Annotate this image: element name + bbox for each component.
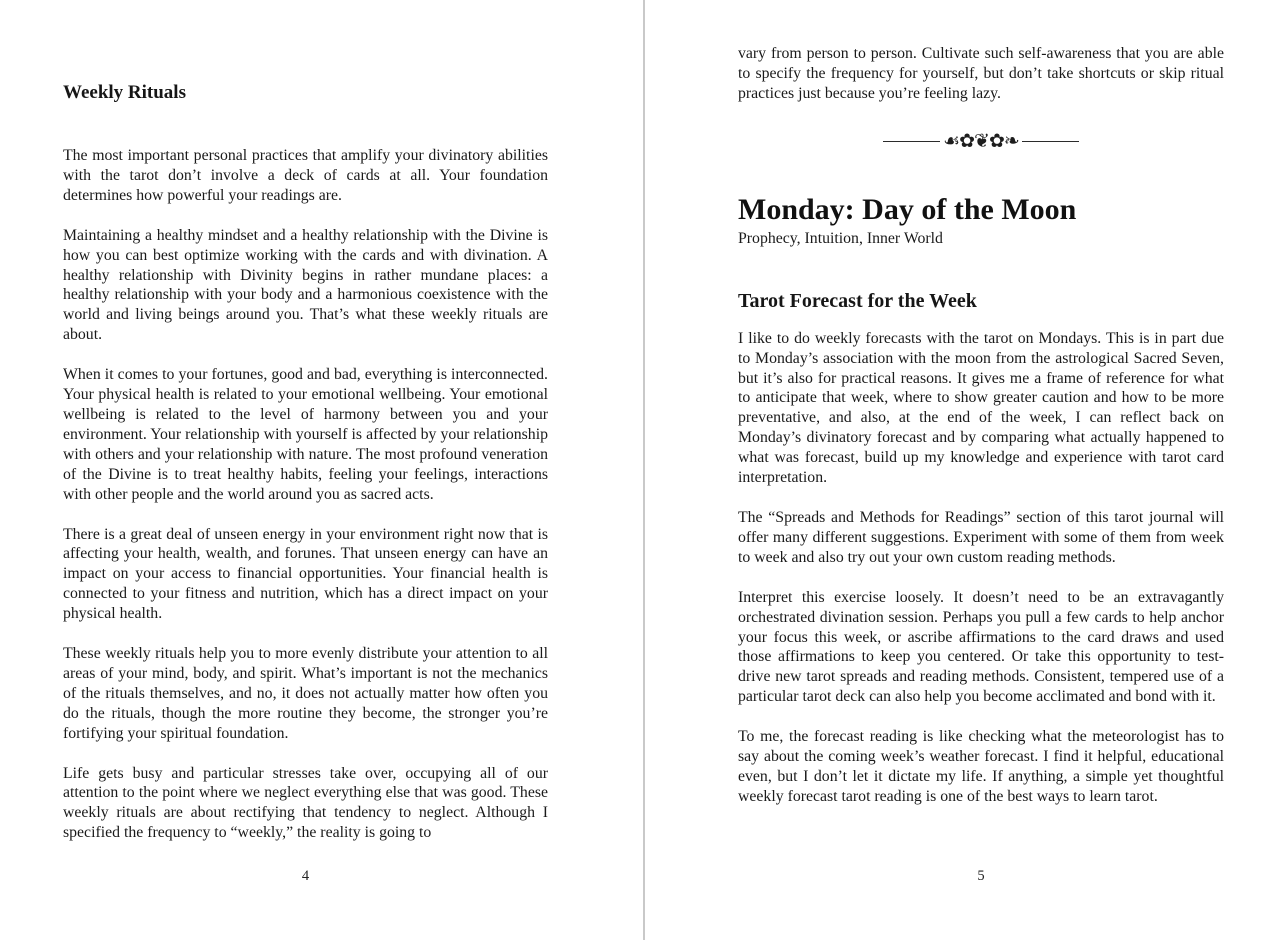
page-number-right: 5 (977, 868, 985, 884)
body-paragraph: I like to do weekly forecasts with the tarot on Mondays. This is in part due to Monday’s association with the moon from the astrological Sacred Seven, but it’s also for practical reasons. It gives me a frame of reference for what to anticipate that week, where to show greater caution and how to be more preventative, and also, at the end of the week, I can reflect back on Monday’s divinatory forecast and by comparing what actually happened to what was forecast, build up my knowledge and experience with tarot card interpretation. (738, 329, 1224, 487)
body-paragraph: Life gets busy and particular stresses take over, occupying all of our attention to the point where we neglect everything else that was good. These weekly rituals are about rectifying that tendency to neglect. Although I specified the frequency to “weekly,” the reality is going to (63, 764, 548, 842)
body-paragraph-continuation: vary from person to person. Cultivate such self-awareness that you are able to specify the frequency for yourself, but don’t take shortcuts or skip ritual practices just because you’re feeling lazy. (738, 45, 1224, 102)
page-number-left: 4 (301, 868, 310, 884)
body-paragraph: Interpret this exercise loosely. It doesn’t need to be an extravagantly orchestrated divination session. Perhaps you pull a few cards to help anchor your focus this week, or ascribe affirmations to the card draws and used those affirmations to keep you centered. Or take this opportunity to test-drive new tarot spreads and reading methods. Consistent, tempered use of a particular tarot deck can also help you become acclimated and bond with it. (738, 588, 1224, 706)
body-paragraph: To me, the forecast reading is like checking what the meteorologist has to say about the coming week’s weather forecast. I find it helpful, educational even, but I don’t let it dictate my life. If anything, a simple yet thoughtful weekly forecast tarot reading is one of the best ways to learn tarot. (738, 728, 1224, 805)
ornament-divider (738, 130, 1224, 154)
ornament-line-left (883, 141, 940, 142)
body-paragraph: Maintaining a healthy mindset and a healthy relationship with the Divine is how you can best optimize working with the cards and with divination. A healthy relationship with Divinity begins in rather mundane places: a healthy relationship with your body and a harmonious coexistence with the world and living beings around you. That’s what these weekly rituals are about. (63, 226, 548, 344)
chapter-subtitle: Prophecy, Intuition, Inner World (738, 229, 943, 247)
chapter-title: Monday: Day of the Moon (738, 192, 1077, 226)
left-page-heading: Weekly Rituals (63, 82, 186, 103)
ornament-line-right (1022, 141, 1079, 142)
body-paragraph: These weekly rituals help you to more evenly distribute your attention to all areas of your mind, body, and spirit. What’s important is not the mechanics of the rituals themselves, and no, it does not actually matter how often you do the rituals, though the more routine they become, the stronger you’re fortifying your spiritual foundation. (63, 645, 548, 742)
body-paragraph: The most important personal practices that amplify your divinatory abilities with the tarot don’t involve a deck of cards at all. Your foundation determines how powerful your readings are. (63, 147, 548, 204)
body-paragraph: When it comes to your fortunes, good and bad, everything is interconnected. Your physical health is related to your emotional wellbeing. Your emotional wellbeing is related to the level of harmony between you and your environment. Your relationship with yourself is affected by your relationship with others and your relationship with nature. The most profound veneration of the Divine is to treat healthy habits, feeling your feelings, interactions with other people and the world around you as sacred acts. (63, 366, 548, 503)
body-paragraph: There is a great deal of unseen energy in your environment right now that is affecting your health, wealth, and forunes. That unseen energy can have an impact on your access to financial opportunities. Your financial health is connected to your fitness and nutrition, which has a direct impact on your physical health. (63, 525, 548, 623)
section-heading: Tarot Forecast for the Week (738, 289, 977, 312)
page-right (645, 0, 1286, 951)
floral-ornament-icon: ☙✿❦✿❧ (943, 130, 1019, 153)
body-paragraph: The “Spreads and Methods for Readings” section of this tarot journal will offer many different suggestions. Experiment with some of them from week to week and also try out your own custom reading methods. (738, 508, 1224, 566)
